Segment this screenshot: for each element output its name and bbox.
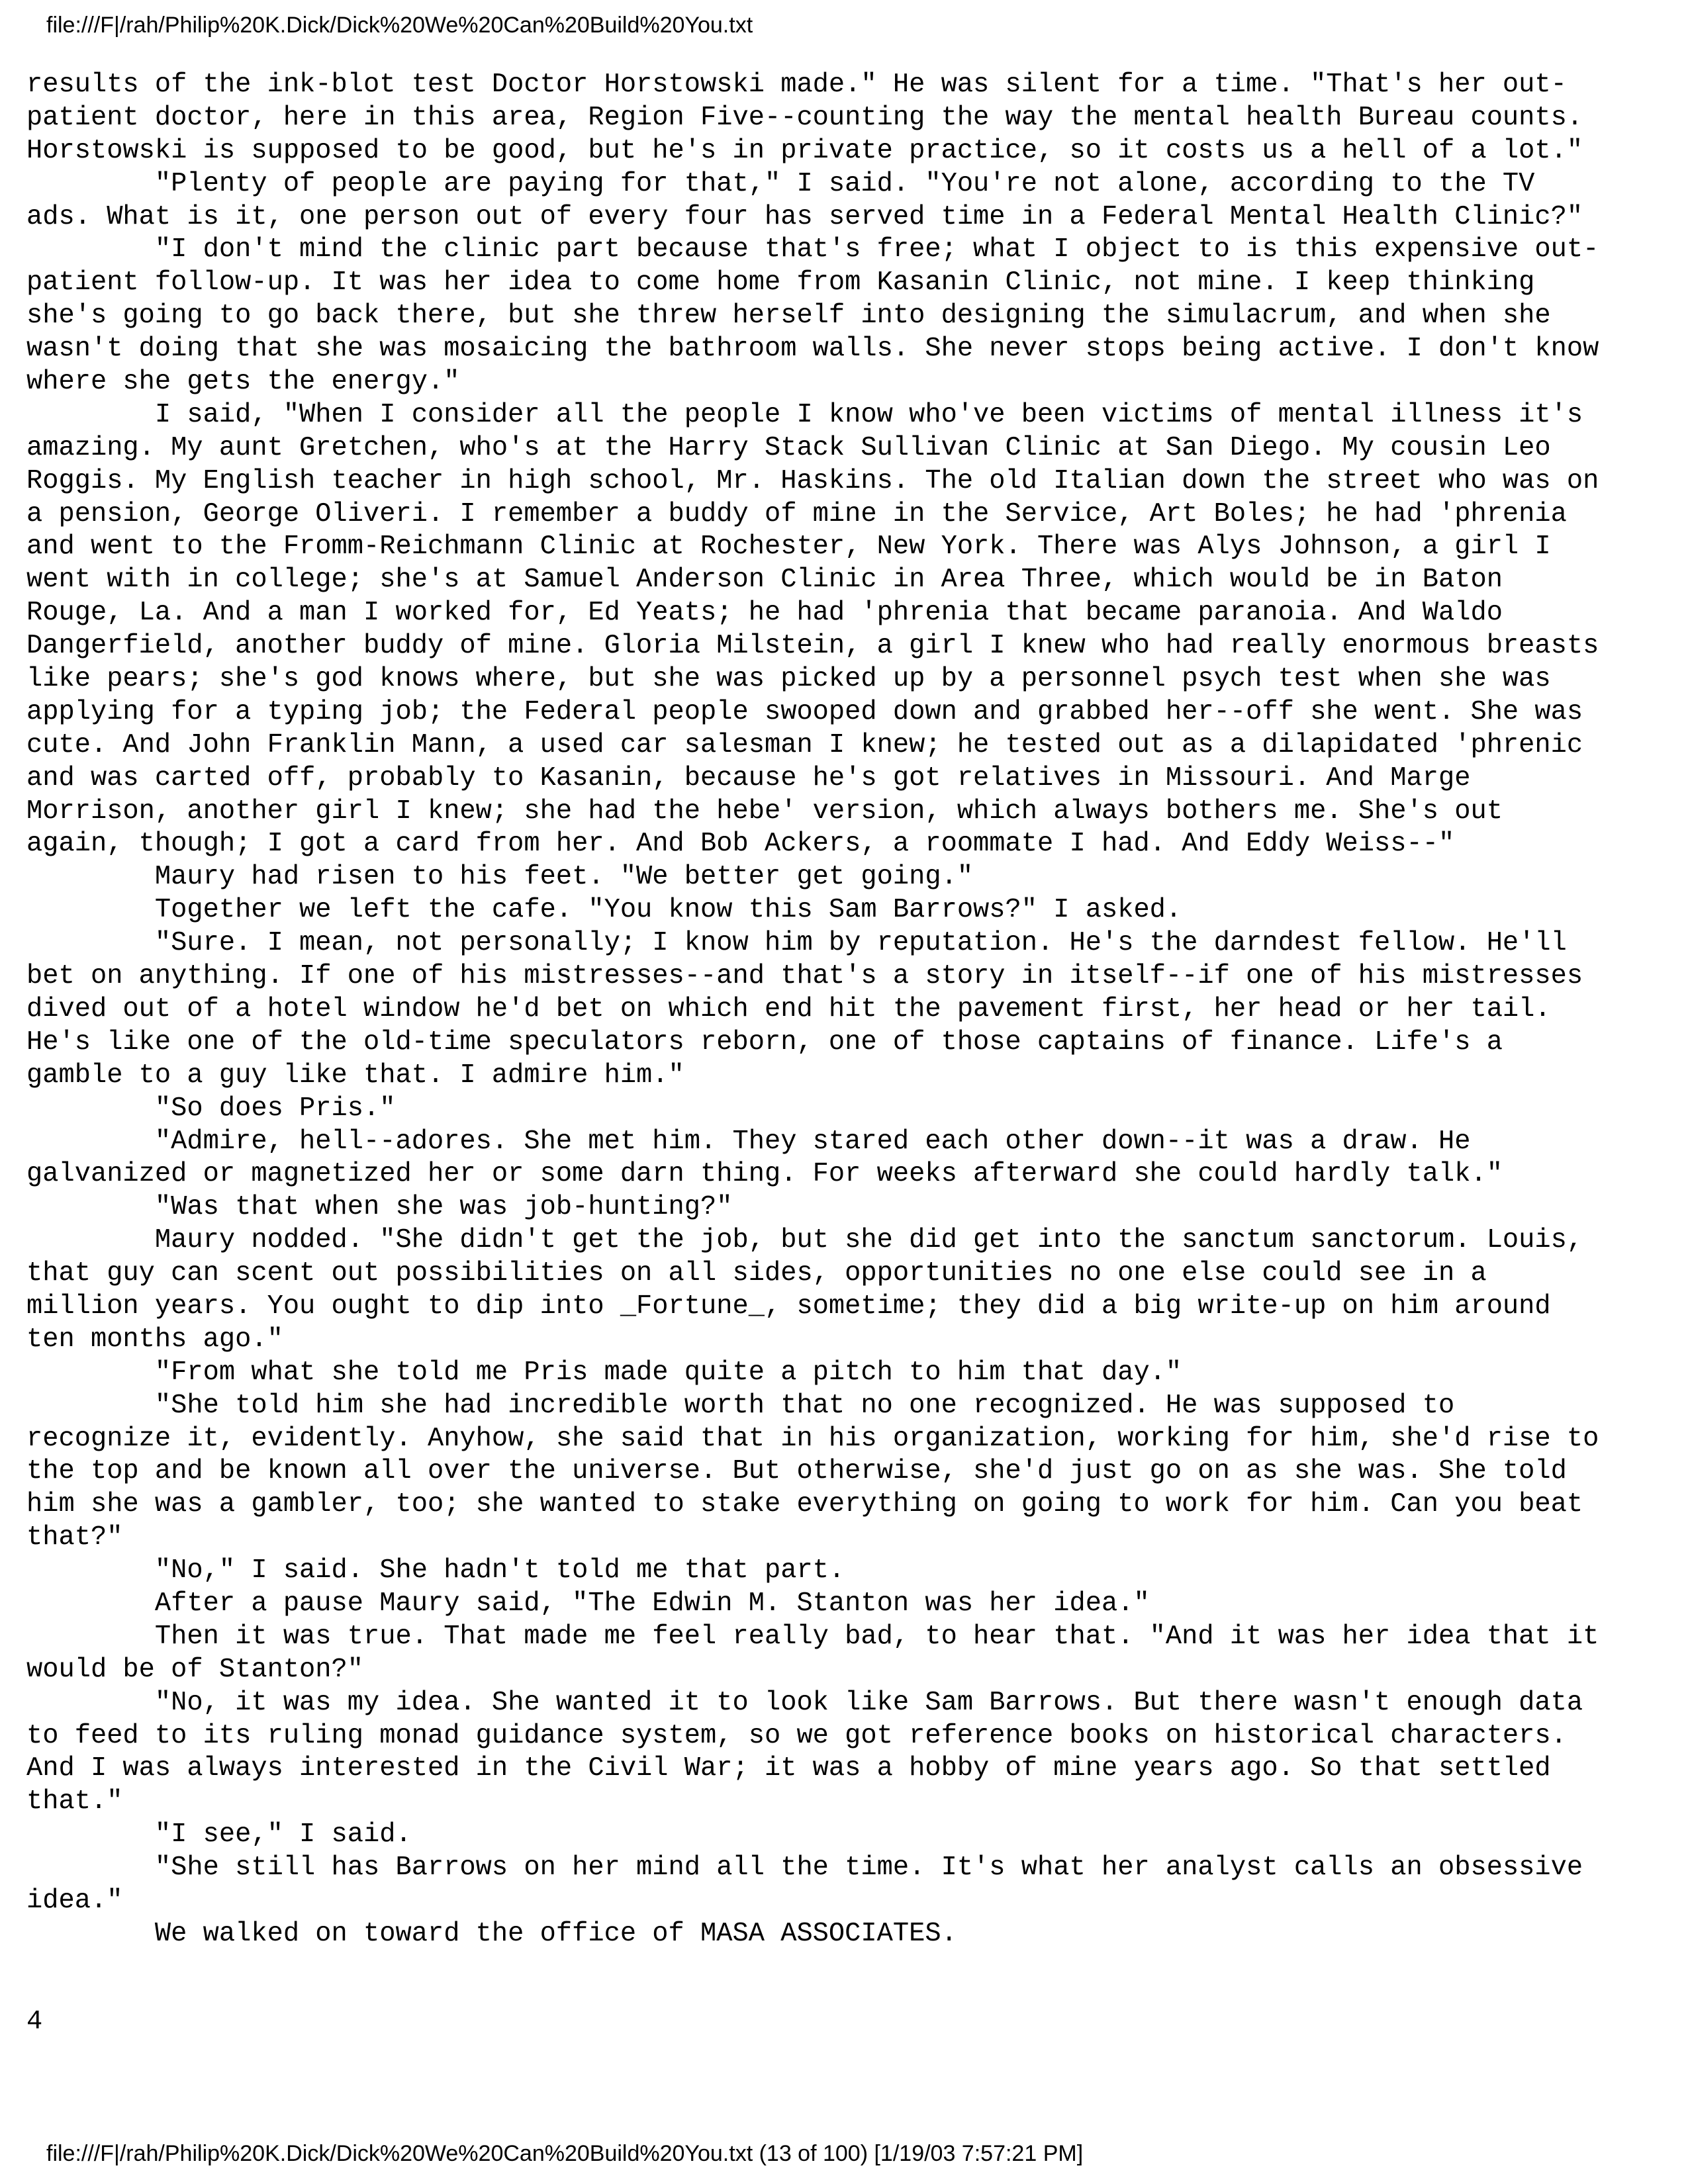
- text-line: "Sure. I mean, not personally; I know him by reputation. He's the darndest fellow. He'll: [26, 928, 1567, 959]
- text-line: patient follow-up. It was her idea to come home from Kasanin Clinic, not mine. I keep thinking: [26, 267, 1535, 298]
- text-line: "She still has Barrows on her mind all the time. It's what her analyst calls an obsessive: [26, 1852, 1583, 1884]
- text-line: "Admire, hell--adores. She met him. They stared each other down--it was a draw. He: [26, 1126, 1471, 1157]
- text-line: Then it was true. That made me feel really bad, to hear that. "And it was her idea that it: [26, 1621, 1599, 1652]
- text-line: amazing. My aunt Gretchen, who's at the Harry Stack Sullivan Clinic at San Diego. My cousin Leo: [26, 432, 1551, 463]
- text-line: a pension, George Oliveri. I remember a buddy of mine in the Service, Art Boles; he had 'phrenia: [26, 498, 1567, 529]
- text-line: she's going to go back there, but she threw herself into designing the simulacrum, and when she: [26, 300, 1551, 332]
- text-line: million years. You ought to dip into _Fortune_, sometime; they did a big write-up on him around: [26, 1291, 1551, 1322]
- text-line: Dangerfield, another buddy of mine. Gloria Milstein, a girl I knew who had really enormous breasts: [26, 631, 1599, 662]
- text-line: and was carted off, probably to Kasanin, because he's got relatives in Missouri. And Marge: [26, 762, 1471, 794]
- text-line: "She told him she had incredible worth that no one recognized. He was supposed to: [26, 1390, 1455, 1421]
- text-line: We walked on toward the office of MASA ASSOCIATES.: [26, 1918, 957, 1949]
- text-line: ten months ago.": [26, 1324, 283, 1355]
- text-line: him she was a gambler, too; she wanted to stake everything on going to work for him. Can you beat: [26, 1489, 1583, 1520]
- text-line: again, though; I got a card from her. And Bob Ackers, a roommate I had. And Eddy Weiss--": [26, 829, 1455, 860]
- text-line: the top and be known all over the universe. But otherwise, she'd just go on as she was. She told: [26, 1456, 1567, 1487]
- text-line: results of the ink-blot test Doctor Horstowski made." He was silent for a time. "That's her out-: [26, 69, 1567, 100]
- text-line: recognize it, evidently. Anyhow, she said that in his organization, working for him, she'd rise to: [26, 1423, 1599, 1454]
- text-line: patient doctor, here in this area, Region Five--counting the way the mental health Bureau counts.: [26, 102, 1583, 133]
- text-line: Together we left the cafe. "You know this Sam Barrows?" I asked.: [26, 895, 1182, 926]
- text-line: to feed to its ruling monad guidance system, so we got reference books on historical characters.: [26, 1720, 1567, 1751]
- text-line: Maury nodded. "She didn't get the job, but she did get into the sanctum sanctorum. Louis,: [26, 1225, 1583, 1256]
- text-line: cute. And John Franklin Mann, a used car salesman I knew; he tested out as a dilapidated 'phrenic: [26, 729, 1583, 760]
- text-line: ads. What is it, one person out of every four has served time in a Federal Mental Health Clinic?": [26, 201, 1583, 232]
- page-header-url: file:///F|/rah/Philip%20K.Dick/Dick%20We%20Can%20Build%20You.txt: [46, 13, 753, 38]
- page-footer: file:///F|/rah/Philip%20K.Dick/Dick%20We%20Can%20Build%20You.txt (13 of 100) [1/19/03 7:57:21 PM]: [46, 2141, 1084, 2166]
- text-line: that.": [26, 1786, 123, 1817]
- text-line: idea.": [26, 1885, 123, 1916]
- text-line: Rouge, La. And a man I worked for, Ed Yeats; he had 'phrenia that became paranoia. And Waldo: [26, 598, 1503, 629]
- text-line: and went to the Fromm-Reichmann Clinic at Rochester, New York. There was Alys Johnson, a girl I: [26, 531, 1551, 563]
- text-line: galvanized or magnetized her or some darn thing. For weeks afterward she could hardly talk.": [26, 1159, 1503, 1190]
- text-line: bet on anything. If one of his mistresses--and that's a story in itself--if one of his mistresses: [26, 961, 1583, 992]
- text-line: gamble to a guy like that. I admire him.": [26, 1060, 684, 1091]
- text-line: "Was that when she was job-hunting?": [26, 1192, 733, 1223]
- text-line: would be of Stanton?": [26, 1654, 364, 1685]
- text-line: "Plenty of people are paying for that," I said. "You're not alone, according to the TV: [26, 168, 1535, 199]
- text-line: Roggis. My English teacher in high school, Mr. Haskins. The old Italian down the street who was on: [26, 465, 1599, 496]
- text-line: wasn't doing that she was mosaicing the bathroom walls. She never stops being active. I don't know: [26, 334, 1599, 365]
- text-line: Horstowski is supposed to be good, but he's in private practice, so it costs us a hell of a lot.": [26, 135, 1583, 166]
- text-line: went with in college; she's at Samuel Anderson Clinic in Area Three, which would be in Baton: [26, 565, 1503, 596]
- text-line: He's like one of the old-time speculators reborn, one of those captains of finance. Life's a: [26, 1026, 1503, 1058]
- text-line: Maury had risen to his feet. "We better get going.": [26, 862, 974, 893]
- text-line: "I don't mind the clinic part because that's free; what I object to is this expensive out-: [26, 234, 1599, 265]
- text-line: "So does Pris.": [26, 1093, 396, 1124]
- text-line: "From what she told me Pris made quite a pitch to him that day.": [26, 1357, 1182, 1388]
- text-line: that?": [26, 1522, 123, 1553]
- text-line: dived out of a hotel window he'd bet on which end hit the pavement first, her head or her tail.: [26, 993, 1551, 1024]
- text-line: like pears; she's god knows where, but she was picked up by a personnel psych test when she was: [26, 664, 1551, 695]
- text-line: applying for a typing job; the Federal people swooped down and grabbed her--off she went. She was: [26, 696, 1583, 727]
- text-line: that guy can scent out possibilities on all sides, opportunities no one else could see in a: [26, 1258, 1487, 1289]
- text-line: "I see," I said.: [26, 1819, 412, 1850]
- text-line: where she gets the energy.": [26, 367, 460, 398]
- text-line: "No, it was my idea. She wanted it to look like Sam Barrows. But there wasn't enough data: [26, 1687, 1583, 1718]
- text-line: After a pause Maury said, "The Edwin M. Stanton was her idea.": [26, 1588, 1150, 1619]
- document-body: [26, 69, 1668, 1951]
- text-line: And I was always interested in the Civil War; it was a hobby of mine years ago. So that settled: [26, 1753, 1551, 1784]
- text-line: "No," I said. She hadn't told me that part.: [26, 1555, 845, 1586]
- text-line: I said, "When I consider all the people I know who've been victims of mental illness it's: [26, 399, 1583, 430]
- text-line: Morrison, another girl I knew; she had the hebe' version, which always bothers me. She's out: [26, 796, 1503, 827]
- page-number: 4: [26, 2007, 43, 2037]
